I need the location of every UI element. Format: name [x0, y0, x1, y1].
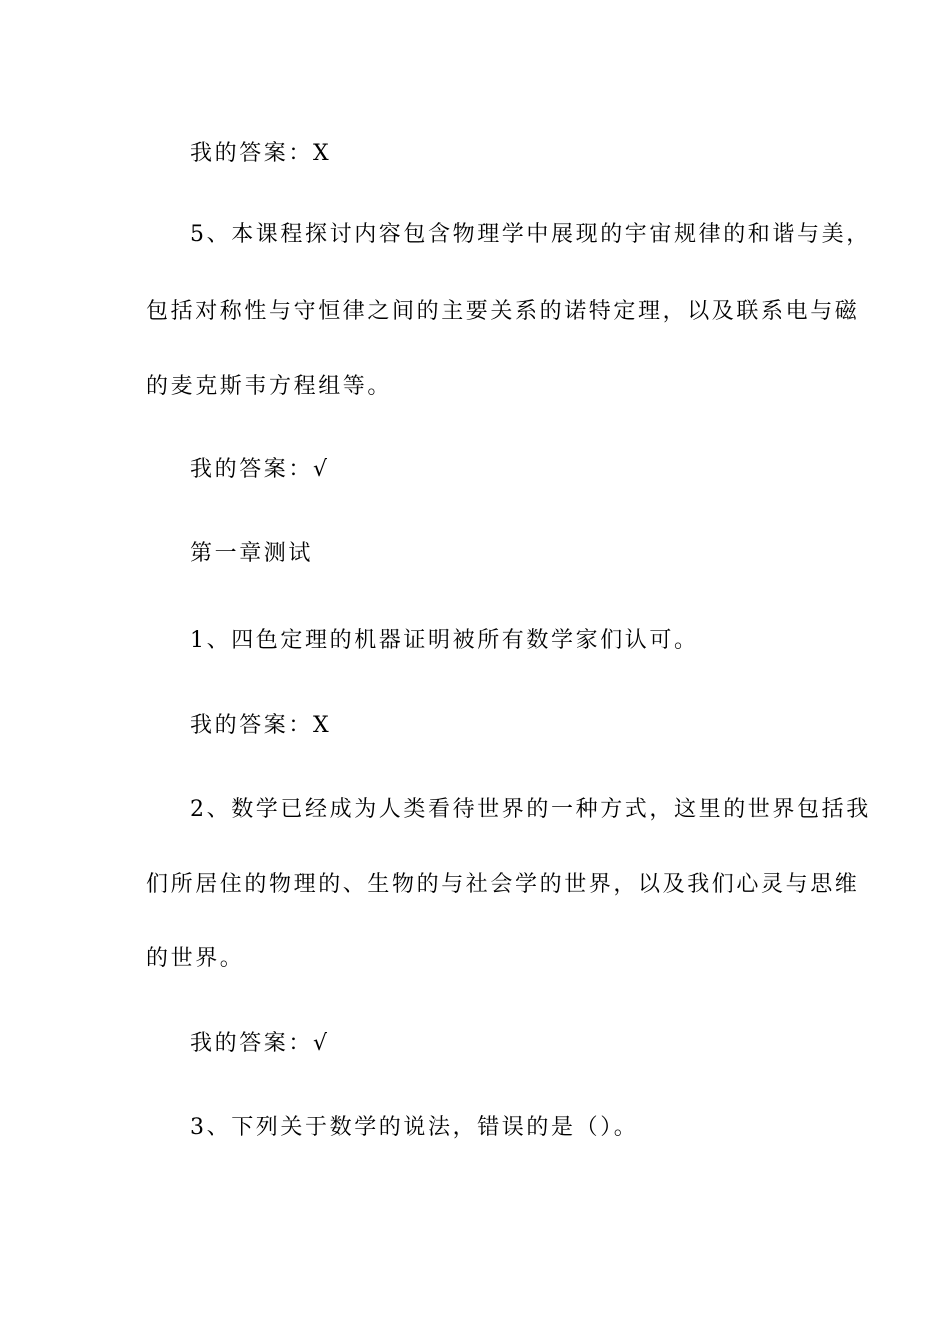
- question-5-line-3: 的麦克斯韦方程组等。: [146, 374, 393, 399]
- question-3-line-1: 3、下列关于数学的说法，错误的是（）。: [190, 1115, 639, 1140]
- question-2-line-3: 的世界。: [146, 946, 245, 971]
- question-5-line-2: 包括对称性与守恒律之间的主要关系的诺特定理，以及联系电与磁: [146, 299, 860, 324]
- question-2-line-1: 2、数学已经成为人类看待世界的一种方式，这里的世界包括我: [190, 797, 871, 822]
- answer-line: 我的答案：√: [190, 457, 330, 482]
- question-1-line-1: 1、四色定理的机器证明被所有数学家们认可。: [190, 628, 699, 653]
- answer-line: 我的答案：X: [190, 141, 332, 166]
- answer-line: 我的答案：√: [190, 1031, 330, 1056]
- question-5-line-1: 5、本课程探讨内容包含物理学中展现的宇宙规律的和谐与美，: [190, 222, 871, 247]
- question-2-line-2: 们所居住的物理的、生物的与社会学的世界，以及我们心灵与思维: [146, 872, 860, 897]
- chapter-heading: 第一章测试: [190, 541, 314, 566]
- answer-line: 我的答案：X: [190, 713, 332, 738]
